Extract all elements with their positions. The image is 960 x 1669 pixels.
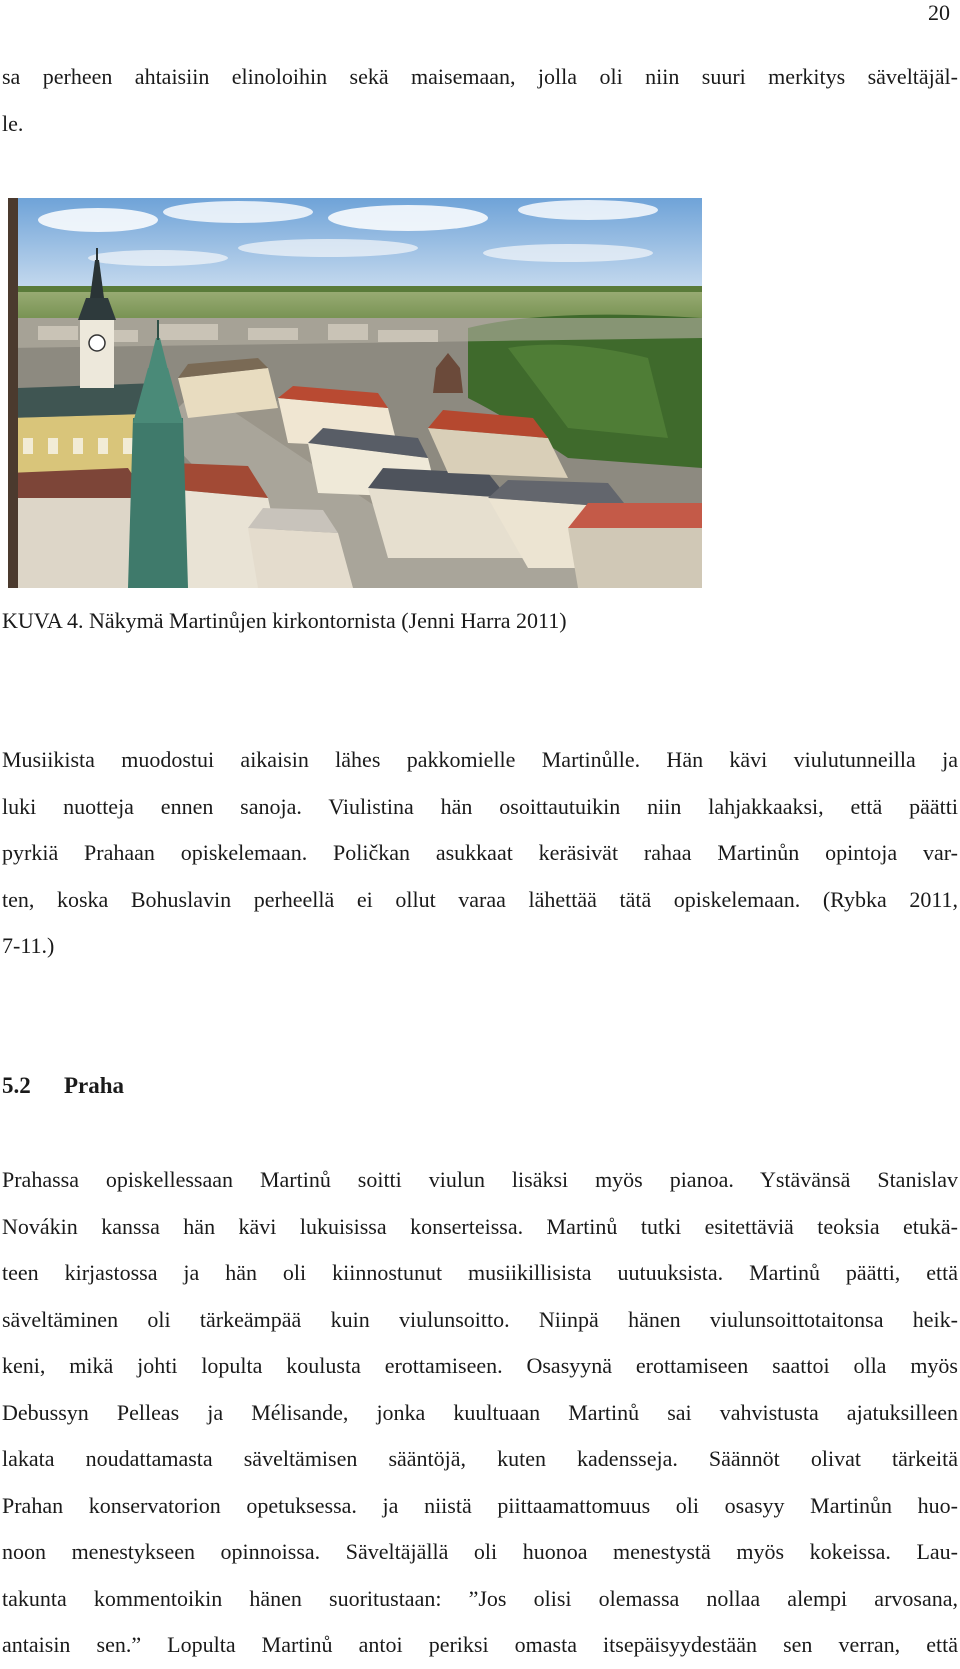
text-line: Prahan konservatorion opetuksessa. ja niistä piittaamattomuus oli osasyy Martinůn huo- (2, 1492, 958, 1518)
section-heading (2, 1069, 124, 1103)
text-line: Prahassa opiskellessaan Martinů soitti viulun lisäksi myös pianoa. Ystävänsä Stanislav (2, 1167, 958, 1192)
figure-caption: KUVA 4. Näkymä Martinůjen kirkontornista (Jenni Harra 2011) (2, 608, 567, 633)
section-title: Praha (64, 1073, 125, 1098)
text-line: le. (2, 110, 24, 136)
town-view-photo (8, 198, 702, 588)
page-number: 20 (928, 0, 950, 25)
text-line: ten, koska Bohuslavin perheellä ei ollut varaa lähettää tätä opiskelemaan. (Rybka 2011, (2, 886, 958, 912)
text-line: luki nuotteja ennen sanoja. Viulistina hän osoittautuikin niin lahjakkaaksi, että päätti (2, 793, 958, 819)
text-line: pyrkiä Prahaan opiskelemaan. Poličkan asukkaat keräsivät rahaa Martinůn opintoja var- (2, 840, 958, 865)
text-line: keni, mikä johti lopulta koulusta erottamiseen. Osasyynä erottamiseen saattoi olla myös (2, 1353, 958, 1378)
paragraph-music-early (2, 737, 958, 970)
paragraph-praha (2, 1157, 958, 1669)
section-number: 5.2 (2, 1073, 31, 1098)
text-line: antaisin sen.” Lopulta Martinů antoi periksi omasta itsepäisyydestään sen verran, että (2, 1632, 958, 1657)
text-line: teen kirjastossa ja hän oli kiinnostunut musiikillisista uutuuksista. Martinů päätti, että (2, 1260, 958, 1285)
text-line: Novákin kanssa hän kävi lukuisissa konserteissa. Martinů tutki esitettäviä teoksia etukä- (2, 1213, 958, 1239)
text-line: 7-11.) (2, 933, 55, 958)
text-line: takunta kommentoikin hänen suoritustaan: ”Jos olisi olemassa nollaa alempi arvosana, (2, 1585, 958, 1611)
paragraph-intro (2, 54, 958, 147)
text-line: Debussyn Pelleas ja Mélisande, jonka kuultuaan Martinů sai vahvistusta ajatuksilleen (2, 1399, 958, 1425)
text-line: noon menestykseen opinnoissa. Säveltäjällä oli huonoa menestystä myös kokeissa. Lau- (2, 1539, 958, 1564)
text-line: lakata noudattamasta säveltämisen sääntöjä, kuten kadensseja. Säännöt olivat tärkeitä (2, 1446, 958, 1471)
text-line: Musiikista muodostui aikaisin lähes pakkomielle Martinůlle. Hän kävi viulutunneilla ja (2, 747, 958, 772)
text-line: sa perheen ahtaisiin elinoloihin sekä maisemaan, jolla oli niin suuri merkitys säveltäjäl- (2, 64, 958, 89)
text-line: säveltäminen oli tärkeämpää kuin viulunsoitto. Niinpä hänen viulunsoittotaitonsa heik- (2, 1306, 958, 1332)
